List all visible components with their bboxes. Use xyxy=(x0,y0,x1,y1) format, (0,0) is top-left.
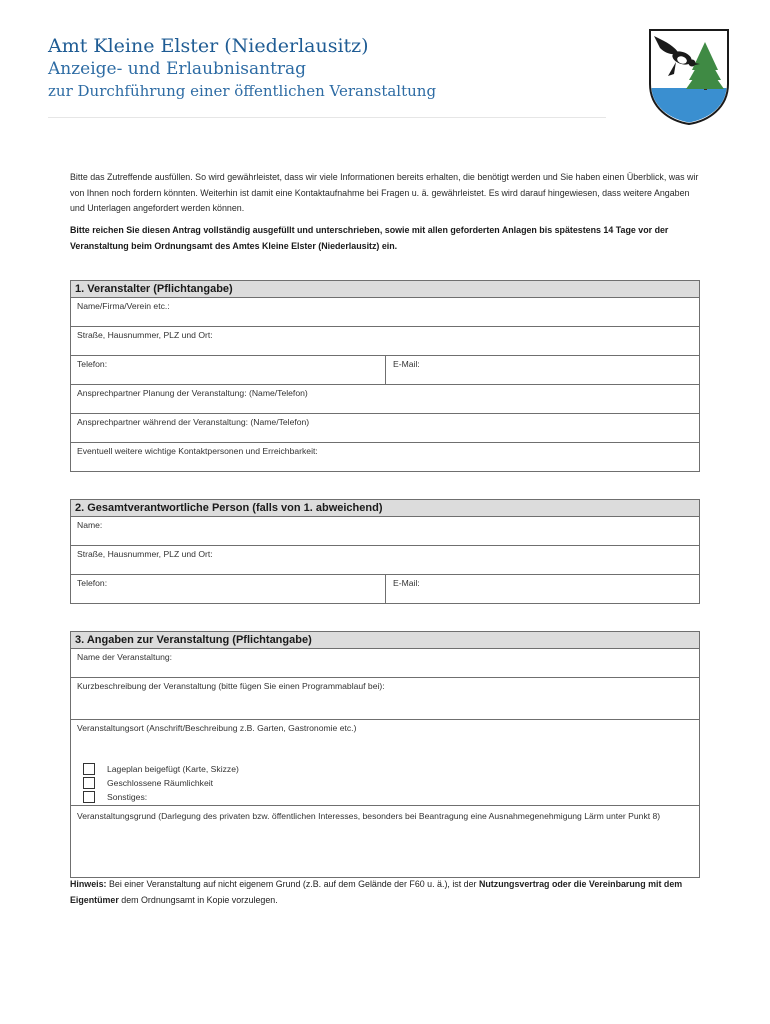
responsible-name-field[interactable] xyxy=(71,517,699,546)
column-divider xyxy=(385,575,386,603)
responsible-contact-row xyxy=(71,575,699,603)
contact-planning-label: Ansprechpartner Planung der Veranstaltung: (Name/Telefon) xyxy=(77,388,308,398)
organizer-address-field[interactable] xyxy=(71,327,699,356)
section-event-title: 3. Angaben zur Veranstaltung (Pflichtangabe) xyxy=(71,632,699,649)
column-divider xyxy=(385,356,386,384)
responsible-name-label: Name: xyxy=(77,520,103,530)
closed-room-label: Geschlossene Räumlichkeit xyxy=(107,778,214,788)
site-plan-label: Lageplan beigefügt (Karte, Skizze) xyxy=(107,764,239,774)
further-contacts-field[interactable] xyxy=(71,443,699,471)
organizer-contact-row xyxy=(71,356,699,385)
section-responsible-person xyxy=(70,499,700,604)
event-description-field[interactable] xyxy=(71,678,699,720)
further-contacts-label: Eventuell weitere wichtige Kontaktpersonen und Erreichbarkeit: xyxy=(77,446,318,456)
form-subtitle: zur Durchführung einer öffentlichen Veranstaltung xyxy=(48,82,437,100)
event-reason-field[interactable] xyxy=(71,806,699,877)
responsible-address-field[interactable] xyxy=(71,546,699,575)
event-location-label: Veranstaltungsort (Anschrift/Beschreibung z.B. Garten, Gastronomie etc.) xyxy=(77,723,357,733)
submission-instructions: Bitte reichen Sie diesen Antrag vollständig ausgefüllt und unterschrieben, sowie mit allen geforderten Anlagen bis spätestens 14 Tage vor der Veranstaltung beim Ordnungsamt des Amtes Kleine Elster (Niederlausitz) ein. xyxy=(70,225,669,251)
header-divider xyxy=(48,117,606,118)
note-text xyxy=(70,877,700,908)
event-reason-label: Veranstaltungsgrund (Darlegung des privaten bzw. öffentlichen Interesses, besonders bei Beantragung eine Ausnahmegenehmigung Lärm unter Punkt 8) xyxy=(77,811,661,821)
responsible-email-label[interactable]: E-Mail: xyxy=(393,578,420,588)
note-text-part2: dem Ordnungsamt in Kopie vorzulegen. xyxy=(118,894,278,905)
section-event-details xyxy=(70,631,700,878)
closed-room-checkbox[interactable] xyxy=(83,777,95,789)
contact-during-label: Ansprechpartner während der Veranstaltung: (Name/Telefon) xyxy=(77,417,310,427)
note-bold-text: Nutzungsvertrag oder die Vereinbarung mit dem Eigentümer xyxy=(70,879,683,905)
event-name-label: Name der Veranstaltung: xyxy=(77,652,173,662)
document-header xyxy=(48,34,436,102)
organizer-name-field[interactable] xyxy=(71,298,699,327)
contact-planning-field[interactable] xyxy=(71,385,699,414)
organizer-name-label: Name/Firma/Verein etc.: xyxy=(77,301,170,311)
intro-text: Bitte das Zutreffende ausfüllen. So wird gewährleistet, dass wir viele Informationen bereits erhalten, die benötigt werden und Sie haben einen Überblick, was wir von Ihnen noch fordern könnten. Weiterhin ist damit eine Kontaktaufnahme bei Fragen u. ä. gewährleistet. Es wird darauf hingewiesen, dass weitere Angaben und Unterlagen angefordert werden können. xyxy=(70,172,699,213)
contact-during-field[interactable] xyxy=(71,414,699,443)
note-text-part1: Bei einer Veranstaltung auf nicht eigenem Grund (z.B. auf dem Gelände der F60 u. ä.), ist der xyxy=(106,879,479,889)
event-description-label: Kurzbeschreibung der Veranstaltung (bitte fügen Sie einen Programmablauf bei): xyxy=(77,681,385,691)
other-checkbox[interactable] xyxy=(83,791,95,803)
responsible-address-label: Straße, Hausnummer, PLZ und Ort: xyxy=(77,549,213,559)
event-location-field[interactable] xyxy=(71,720,699,806)
magpie-coat-of-arms-icon xyxy=(646,26,732,126)
event-name-field[interactable] xyxy=(71,649,699,678)
organizer-phone-label[interactable]: Telefon: xyxy=(77,359,108,369)
form-title: Anzeige- und Erlaubnisantrag xyxy=(48,59,307,79)
responsible-phone-label[interactable]: Telefon: xyxy=(77,578,108,588)
other-label: Sonstiges: xyxy=(107,792,148,802)
page-title: Amt Kleine Elster (Niederlausitz) xyxy=(48,35,369,57)
note-label: Hinweis: xyxy=(70,879,107,889)
organizer-address-label: Straße, Hausnummer, PLZ und Ort: xyxy=(77,330,213,340)
site-plan-checkbox[interactable] xyxy=(83,763,95,775)
section-responsible-title: 2. Gesamtverantwortliche Person (falls von 1. abweichend) xyxy=(71,500,699,517)
section-organizer xyxy=(70,280,700,472)
section-organizer-title: 1. Veranstalter (Pflichtangabe) xyxy=(71,281,699,298)
organizer-email-label[interactable]: E-Mail: xyxy=(393,359,420,369)
